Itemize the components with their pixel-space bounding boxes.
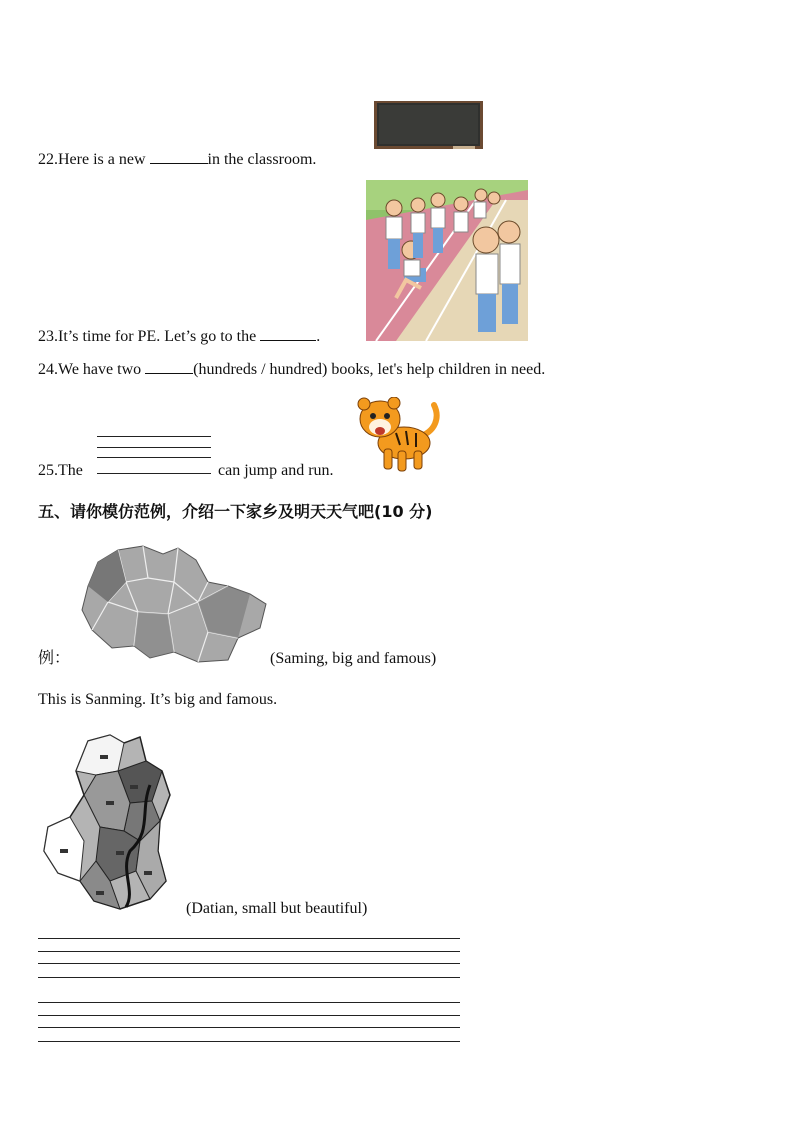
writing-lines xyxy=(38,938,460,1044)
answer-blank[interactable] xyxy=(260,326,316,341)
sanming-map-image xyxy=(78,542,270,666)
question-number: 25. xyxy=(38,462,58,479)
question-text-after: . xyxy=(316,328,321,345)
writing-line[interactable] xyxy=(38,1002,460,1003)
question-text-before: The xyxy=(58,462,83,479)
question-text-before: It’s time for PE. Let’s go to the xyxy=(58,328,257,345)
question-text-after: in the classroom. xyxy=(207,151,317,168)
question-25-start xyxy=(38,462,83,480)
question-23 xyxy=(38,326,320,346)
writing-line[interactable] xyxy=(38,1015,460,1016)
question-number: 23. xyxy=(38,328,58,345)
writing-line[interactable] xyxy=(38,963,460,964)
answer-line[interactable] xyxy=(97,436,211,437)
question-text-after: (hundreds / hundred) books, let's help children in need. xyxy=(193,361,546,378)
tiger-image xyxy=(356,397,442,475)
question-number: 22. xyxy=(38,151,58,168)
task-hint: (Datian, small but beautiful) xyxy=(186,900,368,917)
example-sentence: This is Sanming. It’s big and famous. xyxy=(38,691,278,708)
answer-line[interactable] xyxy=(97,473,211,474)
example-hint: (Saming, big and famous) xyxy=(270,650,437,667)
question-22 xyxy=(38,149,316,169)
answer-blank[interactable] xyxy=(145,359,193,374)
playground-image xyxy=(366,180,528,341)
answer-blank[interactable] xyxy=(150,149,208,164)
answer-line[interactable] xyxy=(97,447,211,448)
example-label: 例： xyxy=(38,650,71,667)
blackboard-image xyxy=(373,100,484,152)
question-text-after: can jump and run. xyxy=(218,462,334,479)
question-text-before: We have two xyxy=(58,361,142,378)
answer-lines-stack xyxy=(97,436,211,476)
answer-line[interactable] xyxy=(97,457,211,458)
writing-line[interactable] xyxy=(38,938,460,939)
writing-line[interactable] xyxy=(38,977,460,978)
question-25-end xyxy=(218,462,334,480)
writing-line[interactable] xyxy=(38,1041,460,1042)
section-heading: 五、请你模仿范例，介绍一下家乡及明天天气吧(10 分) xyxy=(38,502,433,521)
question-text-before: Here is a new xyxy=(58,151,146,168)
question-number: 24. xyxy=(38,361,58,378)
datian-map-image xyxy=(40,731,176,911)
question-24 xyxy=(38,359,545,379)
writing-line[interactable] xyxy=(38,1027,460,1028)
writing-line[interactable] xyxy=(38,951,460,952)
